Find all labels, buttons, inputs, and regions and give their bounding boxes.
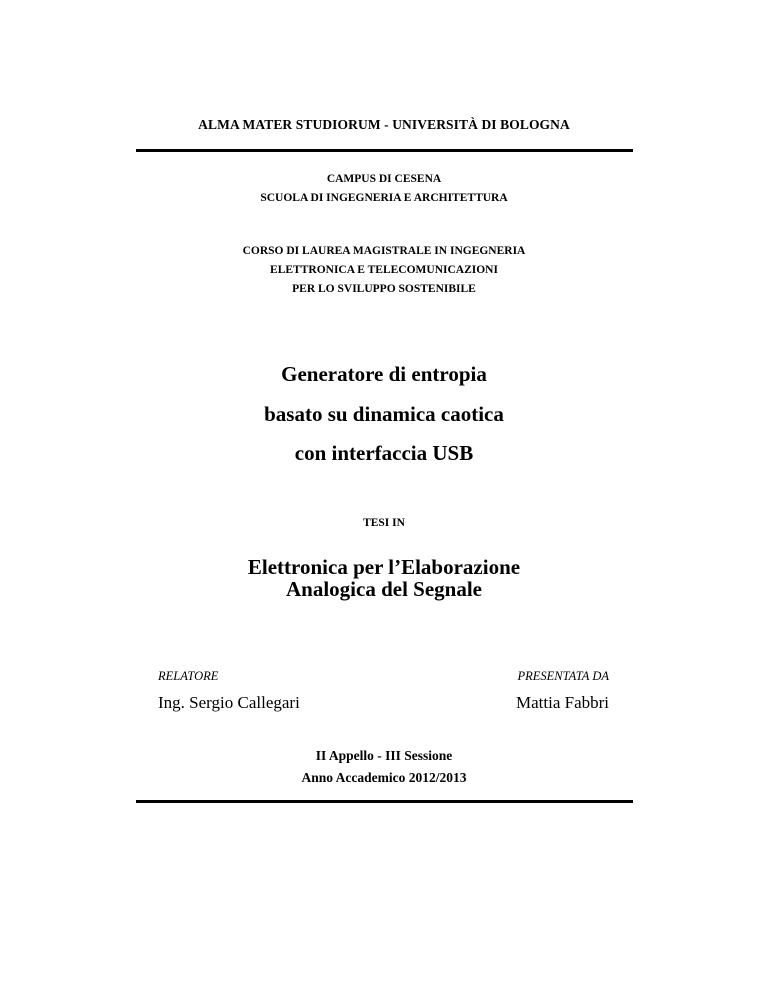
university-name: ALMA MATER STUDIORUM - UNIVERSITÀ DI BOLOGNA <box>198 117 570 132</box>
top-divider <box>136 149 633 152</box>
session-block <box>0 745 768 789</box>
supervisor-role: RELATORE <box>158 669 219 683</box>
candidate-role: PRESENTATA DA <box>517 669 609 683</box>
campus-block <box>0 170 768 208</box>
subject-block <box>0 556 768 600</box>
session-appello: II Appello - III Sessione <box>315 748 453 763</box>
thesis-label: TESI IN <box>363 517 405 529</box>
course-line-3: PER LO SVILUPPO SOSTENIBILE <box>292 283 476 295</box>
subject-line-1: Elettronica per l’Elaborazione <box>247 555 521 579</box>
academic-year: Anno Accademico 2012/2013 <box>301 770 467 785</box>
course-line-1: CORSO DI LAUREA MAGISTRALE IN INGEGNERIA <box>242 245 526 257</box>
thesis-title-line-2: basato su dinamica caotica <box>264 402 504 426</box>
thesis-title-line-1: Generatore di entropia <box>281 362 487 386</box>
supervisor-name: Ing. Sergio Callegari <box>158 693 300 712</box>
candidate-name: Mattia Fabbri <box>515 693 609 712</box>
subject-line-2: Analogica del Segnale <box>285 577 482 601</box>
bottom-divider <box>136 800 633 803</box>
course-block <box>0 242 768 299</box>
course-line-2: ELETTRONICA E TELECOMUNICAZIONI <box>270 264 498 276</box>
thesis-title-line-3: con interfaccia USB <box>294 441 474 465</box>
school-name: SCUOLA DI INGEGNERIA E ARCHITETTURA <box>260 192 508 204</box>
campus-name: CAMPUS DI CESENA <box>326 173 442 185</box>
